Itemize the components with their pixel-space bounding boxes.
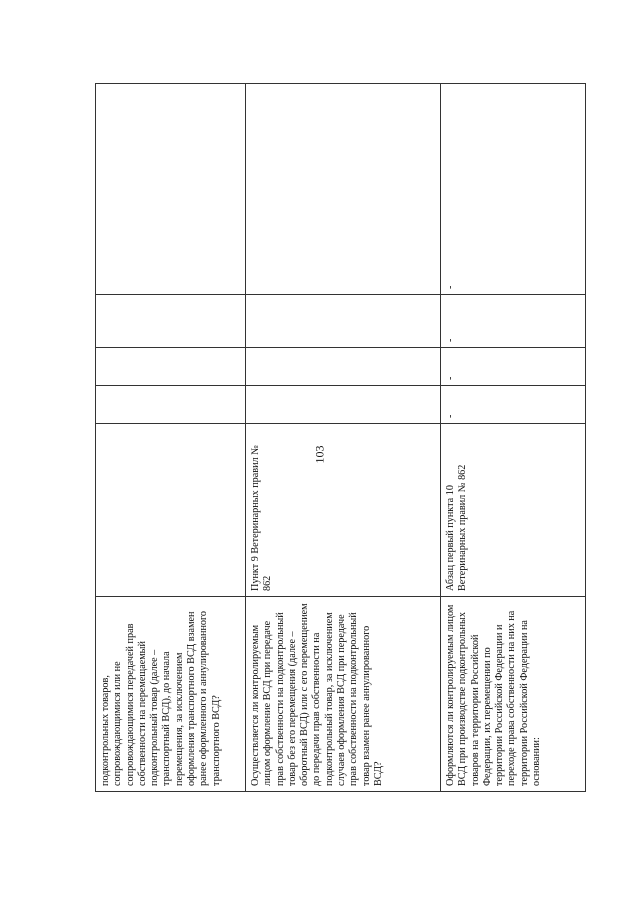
reference-cell — [96, 424, 246, 597]
table-row — [441, 84, 586, 792]
note-cell — [441, 84, 586, 295]
yes-cell — [246, 386, 441, 424]
na-cell — [96, 295, 246, 348]
question-cell: подконтрольных товаров, сопровождающимися или не сопровождающимися передачей прав собственности на перемещаемый подконтрольный товар (далее – транспортный ВСД), до начала перемещения, за исключением оформления транспортного ВСД взамен ранее оформленного и аннулированного транспортного ВСД? — [96, 597, 246, 792]
checklist-table — [95, 83, 586, 792]
no-cell — [246, 348, 441, 386]
dash-mark: - — [445, 338, 456, 342]
page-number: 103 — [312, 445, 327, 464]
na-cell — [246, 295, 441, 348]
dash-mark: - — [445, 285, 456, 289]
dash-mark: - — [445, 414, 456, 418]
yes-cell — [441, 386, 586, 424]
note-cell — [96, 84, 246, 295]
table-row — [96, 84, 246, 792]
dash-mark: - — [445, 376, 456, 380]
na-cell — [441, 295, 586, 348]
no-cell — [441, 348, 586, 386]
note-cell — [246, 84, 441, 295]
checklist-table-wrapper — [95, 84, 585, 792]
question-cell: Оформляются ли контролируемым лицом ВСД при производстве подконтрольных товаров на территории Российской Федерации, их перемещении по территории Российской Федерации и переходе права собственности на них на территории Российской Федерации на основании: — [441, 597, 586, 792]
reference-cell: Пункт 9 Ветеринарных правил № 862 — [246, 424, 441, 597]
yes-cell — [96, 386, 246, 424]
reference-cell: Абзац первый пункта 10 Ветеринарных правил № 862 — [441, 424, 586, 597]
table-row — [246, 84, 441, 792]
question-cell: Осуществляется ли контролируемым лицом оформление ВСД при передаче прав собственности на подконтрольный товар без его перемещения (далее – оборотный ВСД) или с его перемещением до передачи прав собственности на подконтрольный товар, за исключением случаев оформления ВСД при передаче прав собственности на подконтрольный товар взамен ранее аннулированного ВСД? — [246, 597, 441, 792]
no-cell — [96, 348, 246, 386]
